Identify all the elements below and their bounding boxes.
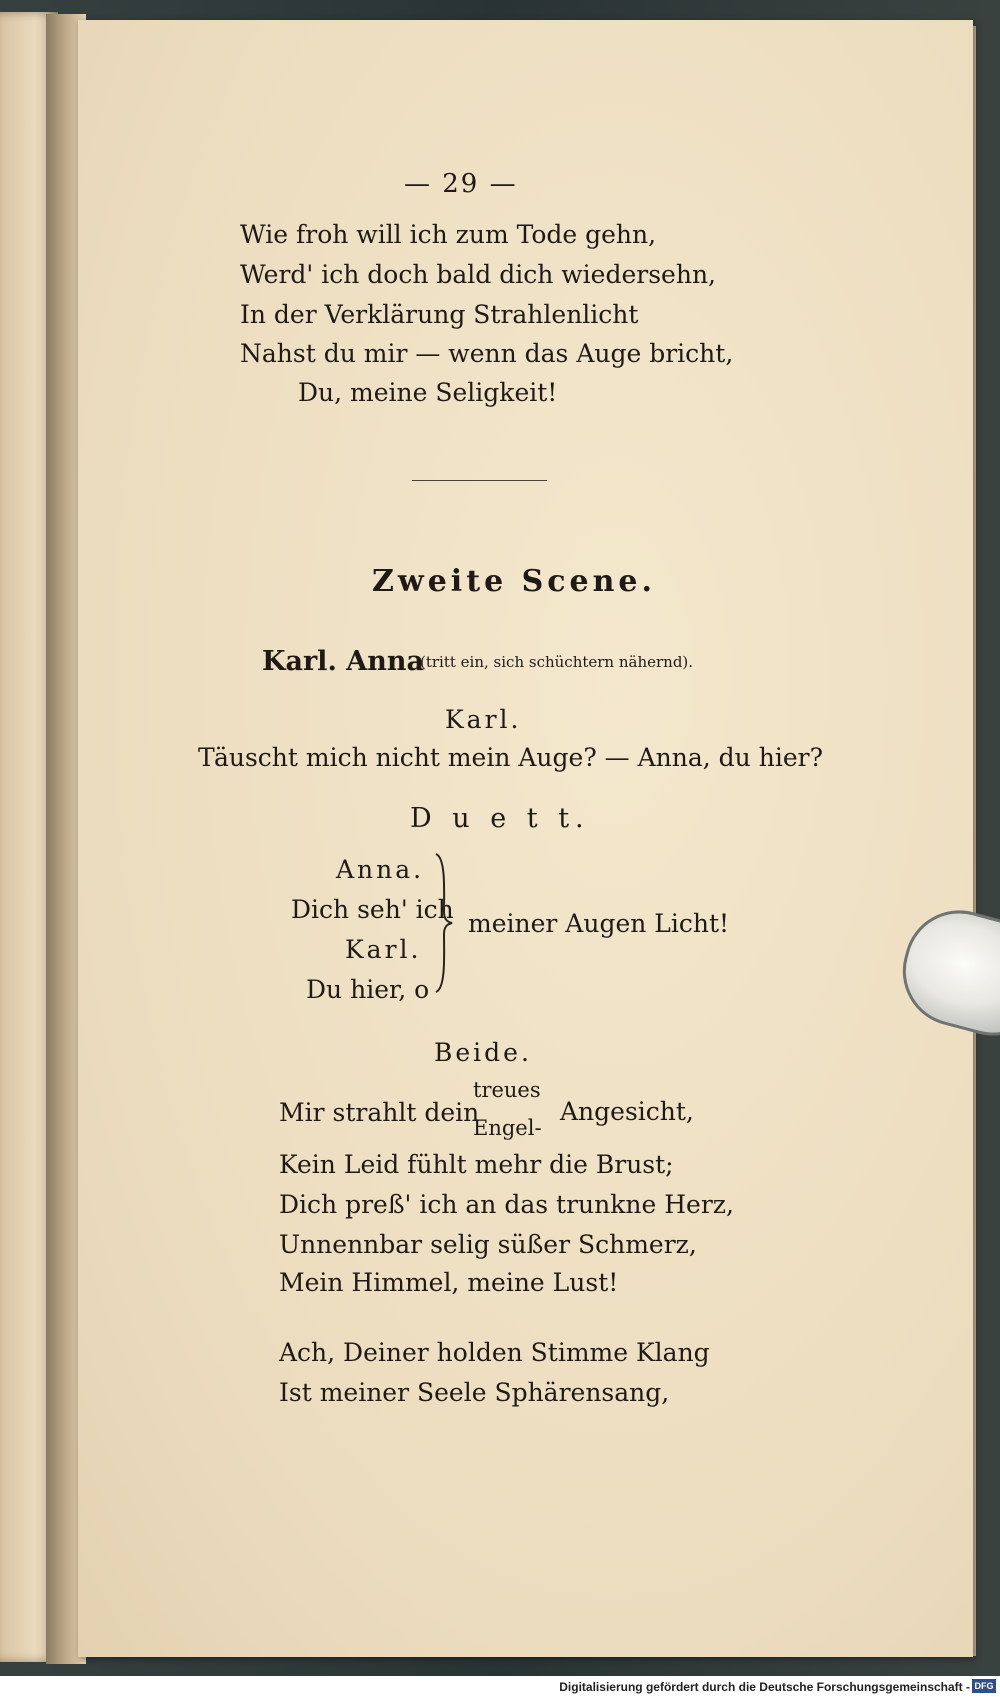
verse-line: Wie froh will ich zum Tode gehn,	[240, 220, 657, 249]
speaker-beide: Beide.	[434, 1038, 532, 1067]
speaker-karl: Karl.	[445, 705, 522, 734]
beide-variant-bottom: Engel-	[473, 1116, 542, 1140]
footer-credit: Digitalisierung gefördert durch die Deutsche Forschungsgemeinschaft -	[559, 1680, 970, 1694]
beide-line-start: Mir strahlt dein	[279, 1098, 480, 1127]
duett-heading: D u e t t.	[410, 803, 590, 834]
verse-line: In der Verklärung Strahlenlicht	[240, 300, 639, 329]
duett-anna-line: Dich seh' ich	[291, 895, 454, 924]
verse-line: Dich preß' ich an das trunkne Herz,	[279, 1190, 734, 1219]
duett-brace	[430, 852, 456, 994]
karl-line: Täuscht mich nicht mein Auge? — Anna, du hier?	[198, 743, 823, 772]
scene-heading: Zweite Scene.	[372, 564, 656, 599]
duett-shared-line: meiner Augen Licht!	[468, 909, 730, 938]
verse-line: Nahst du mir — wenn das Auge bricht,	[240, 339, 734, 368]
duett-speaker-karl: Karl.	[345, 935, 422, 964]
scene-persons: Karl. Anna	[262, 646, 424, 677]
beide-line-end: Angesicht,	[560, 1097, 694, 1126]
dfg-logo: DFG	[972, 1679, 996, 1693]
duett-karl-line: Du hier, o	[306, 975, 430, 1004]
verse-line: Werd' ich doch bald dich wiedersehn,	[240, 260, 716, 289]
verse-line: Du, meine Seligkeit!	[298, 378, 558, 407]
section-divider	[412, 480, 547, 481]
stage-direction: (tritt ein, sich schüchtern nähernd).	[420, 653, 694, 671]
verse-line: Ist meiner Seele Sphärensang,	[279, 1378, 670, 1407]
beide-variant-top: treues	[473, 1078, 541, 1102]
verse-line: Mein Himmel, meine Lust!	[279, 1268, 619, 1297]
verse-line: Kein Leid fühlt mehr die Brust;	[279, 1150, 674, 1179]
page-number: — 29 —	[404, 169, 518, 199]
verse-line: Unnennbar selig süßer Schmerz,	[279, 1230, 697, 1259]
duett-speaker-anna: Anna.	[336, 855, 425, 884]
verse-line: Ach, Deiner holden Stimme Klang	[279, 1338, 710, 1367]
